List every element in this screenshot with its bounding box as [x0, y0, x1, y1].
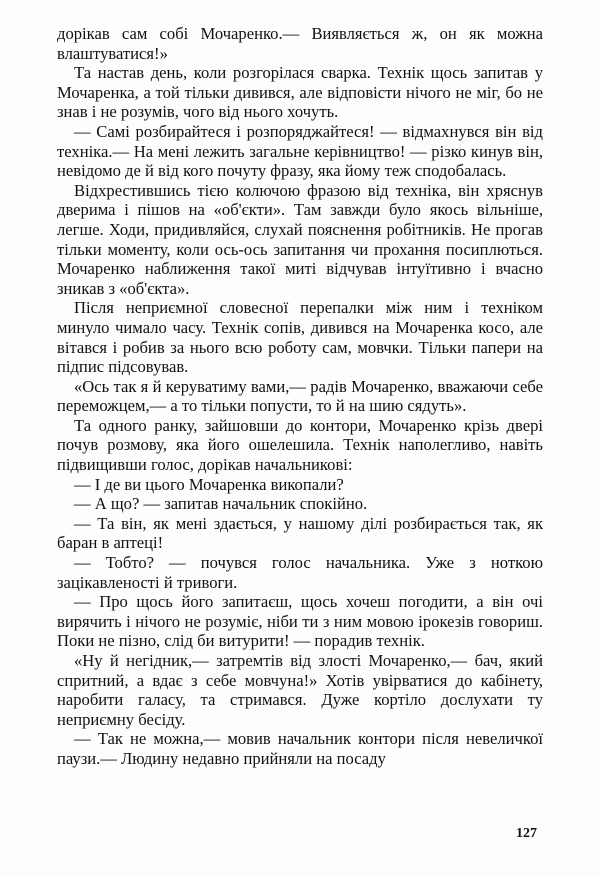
paragraph: дорікав сам собі Мочаренко.— Виявляється ж, он як можна влаштуватися!» [57, 24, 543, 63]
paragraph: Та одного ранку, зайшовши до контори, Мочаренко крізь двері почув розмову, яка його ошелешила. Технік наполегливо, навіть підвищивши голос, дорікав начальникові: [57, 415, 543, 475]
paragraph: Після неприємної словесної перепалки між ним і техніком минуло чимало часу. Технік сопів, дивився на Мочаренка косо, але вітався і робив за нього всю роботу сам, мовчки. Тільки папери на підпис підсовував. [57, 298, 543, 377]
paragraph: Відхрестившись тією колючою фразою від техніка, він хряснув дверима і пішов на «об'єкти». Там завжди було якось вільніше, легше. Ходи, придивляйся, слухай пояснення робітників. Не прогав тільки моменту, коли ось-ось запитання чи прохання посиплються. Мочаренко наближення такої миті відчував інтуїтивно і вчасно зникав з «об'єкта». [57, 180, 543, 298]
paragraph: — Тобто? — почувся голос начальника. Уже з ноткою зацікавленості й тривоги. [57, 553, 543, 592]
paragraph: — Та він, як мені здається, у нашому ділі розбирається так, як баран в аптеці! [57, 513, 543, 553]
paragraph: «Ось так я й керуватиму вами,— радів Мочаренко, вважаючи себе переможцем,— а то тільки попусти, то й на шию сядуть». [57, 376, 543, 416]
paragraph: — Самі розбирайтеся і розпоряджайтеся! — відмахнувся він від техніка.— На мені лежить загальне керівництво! — різко кинув він, невідомо де й від кого почуту фразу, яка йому теж сподобалась. [57, 121, 543, 181]
paragraph: «Ну й негідник,— затремтів від злості Мочаренко,— бач, який спритний, а вдає з себе мовчуна!» Хотів увірватися до кабінету, наробити галасу, та стримався. Дуже кортіло дослухати ту неприємну бесіду. [57, 651, 543, 729]
main-text [57, 24, 543, 769]
paragraph: — Про щось його запитаєш, щось хочеш погодити, а він очі вирячить і нічого не розуміє, ніби ти з ним мовою ірокезів говориш. Поки не пізно, слід би витурити! — порадив технік. [57, 592, 543, 651]
paragraph: — І де ви цього Мочаренка викопали? [74, 474, 344, 494]
paragraph: — Так не можна,— мовив начальник контори після невеличкої паузи.— Людину недавно прийняли на посаду [57, 729, 543, 768]
paragraph: — А що? — запитав начальник спокійно. [74, 494, 368, 514]
paragraph: Та настав день, коли розгорілася сварка. Технік щось запитав у Мочаренка, а той тільки дивився, але відповісти нічого не міг, бо не знав і не розумів, чого від нього хочуть. [57, 63, 543, 122]
page-number: 127 [516, 826, 537, 841]
